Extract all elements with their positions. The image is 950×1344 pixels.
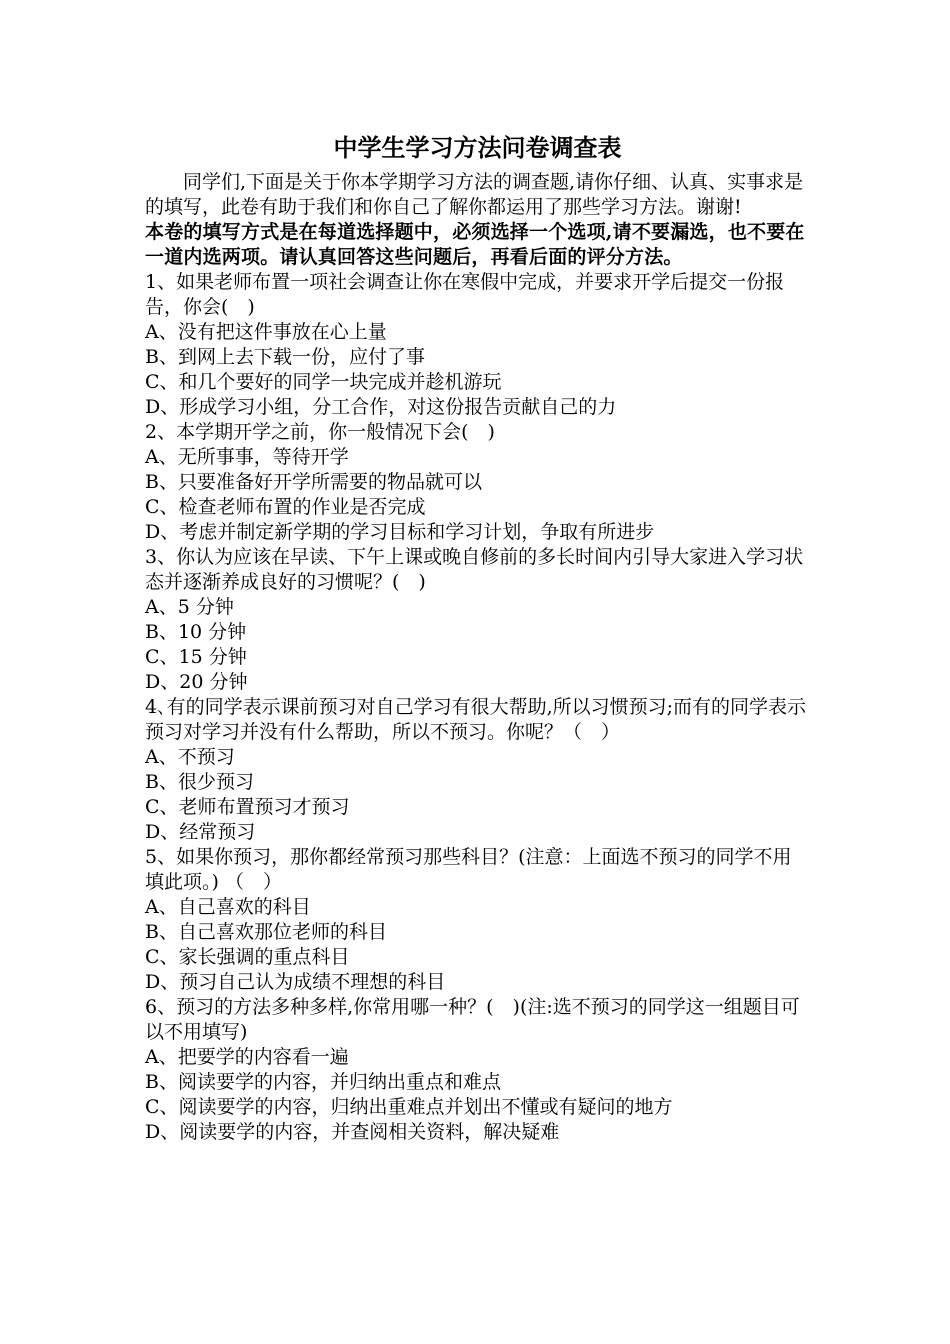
option-c: C、检查老师布置的作业是否完成 [145,496,426,518]
option-b: B、只要准备好开学所需要的物品就可以 [145,471,482,493]
option-c: C、老师布置预习才预习 [145,796,350,818]
question-2 [145,420,810,545]
option-a: A、把要学的内容看一遍 [145,1046,349,1068]
option-a: A、没有把这件事放在心上量 [145,321,387,343]
option-b: B、到网上去下载一份，应付了事 [145,346,425,368]
option-d: D、经常预习 [145,821,256,843]
question-text: 5、如果你预习，那你都经常预习那些科目？(注意：上面选不预习的同学不用填此项。) （ ） [145,846,792,893]
document-body [145,128,810,1145]
option-c: C、家长强调的重点科目 [145,946,350,968]
question-1 [145,270,810,420]
question-text: 4､有的同学表示课前预习对自己学习有很大帮助,所以习惯预习;而有的同学表示预习对学习并没有什么帮助，所以不预习。你呢？（ ） [145,696,807,743]
instruction-paragraph: 本卷的填写方式是在每道选择题中，必须选择一个选项,请不要漏选，也不要在一道内选两项。请认真回答这些问题后，再看后面的评分方法。 [145,221,805,268]
option-a: A、不预习 [145,746,235,768]
option-c: C、15 分钟 [145,646,247,668]
option-b: B、10 分钟 [145,621,247,643]
option-a: A、无所事事，等待开学 [145,446,349,468]
option-b: B、阅读要学的内容，并归纳出重点和难点 [145,1071,501,1093]
option-c: C、和几个要好的同学一块完成并趁机游玩 [145,371,502,393]
intro-paragraph: 同学们,下面是关于你本学期学习方法的调查题,请你仔细、认真、实事求是的填写，此卷有助于我们和你自己了解你都运用了那些学习方法。谢谢! [145,171,804,218]
question-text: 3、你认为应该在早读、下午上课或晚自修前的多长时间内引导大家进入学习状态并逐渐养成良好的习惯呢？( ) [145,546,804,593]
option-b: B、很少预习 [145,771,254,793]
option-d: D、考虑并制定新学期的学习目标和学习计划，争取有所进步 [145,521,655,543]
option-d: D、阅读要学的内容，并查阅相关资料，解决疑难 [145,1121,560,1143]
question-text: 2、本学期开学之前，你一般情况下会( ) [145,421,495,443]
option-b: B、自己喜欢那位老师的科目 [145,921,387,943]
option-d: D、20 分钟 [145,671,248,693]
option-d: D、预习自己认为成绩不理想的科目 [145,971,446,993]
page-title: 中学生学习方法问卷调查表 [333,133,622,162]
option-a: A、5 分钟 [145,596,234,618]
option-a: A、自己喜欢的科目 [145,896,311,918]
question-text: 1、如果老师布置一项社会调查让你在寒假中完成，并要求开学后提交一份报告，你会( ) [145,271,785,318]
question-5 [145,845,810,995]
question-4 [145,695,810,845]
question-3 [145,545,810,695]
option-c: C、阅读要学的内容，归纳出重难点并划出不懂或有疑问的地方 [145,1096,673,1118]
question-6 [145,995,810,1145]
question-text: 6、预习的方法多种多样,你常用哪一种？( )(注:选不预习的同学这一组题目可以不用填写) [145,996,800,1043]
option-d: D、形成学习小组，分工合作，对这份报告贡献自己的力 [145,396,617,418]
